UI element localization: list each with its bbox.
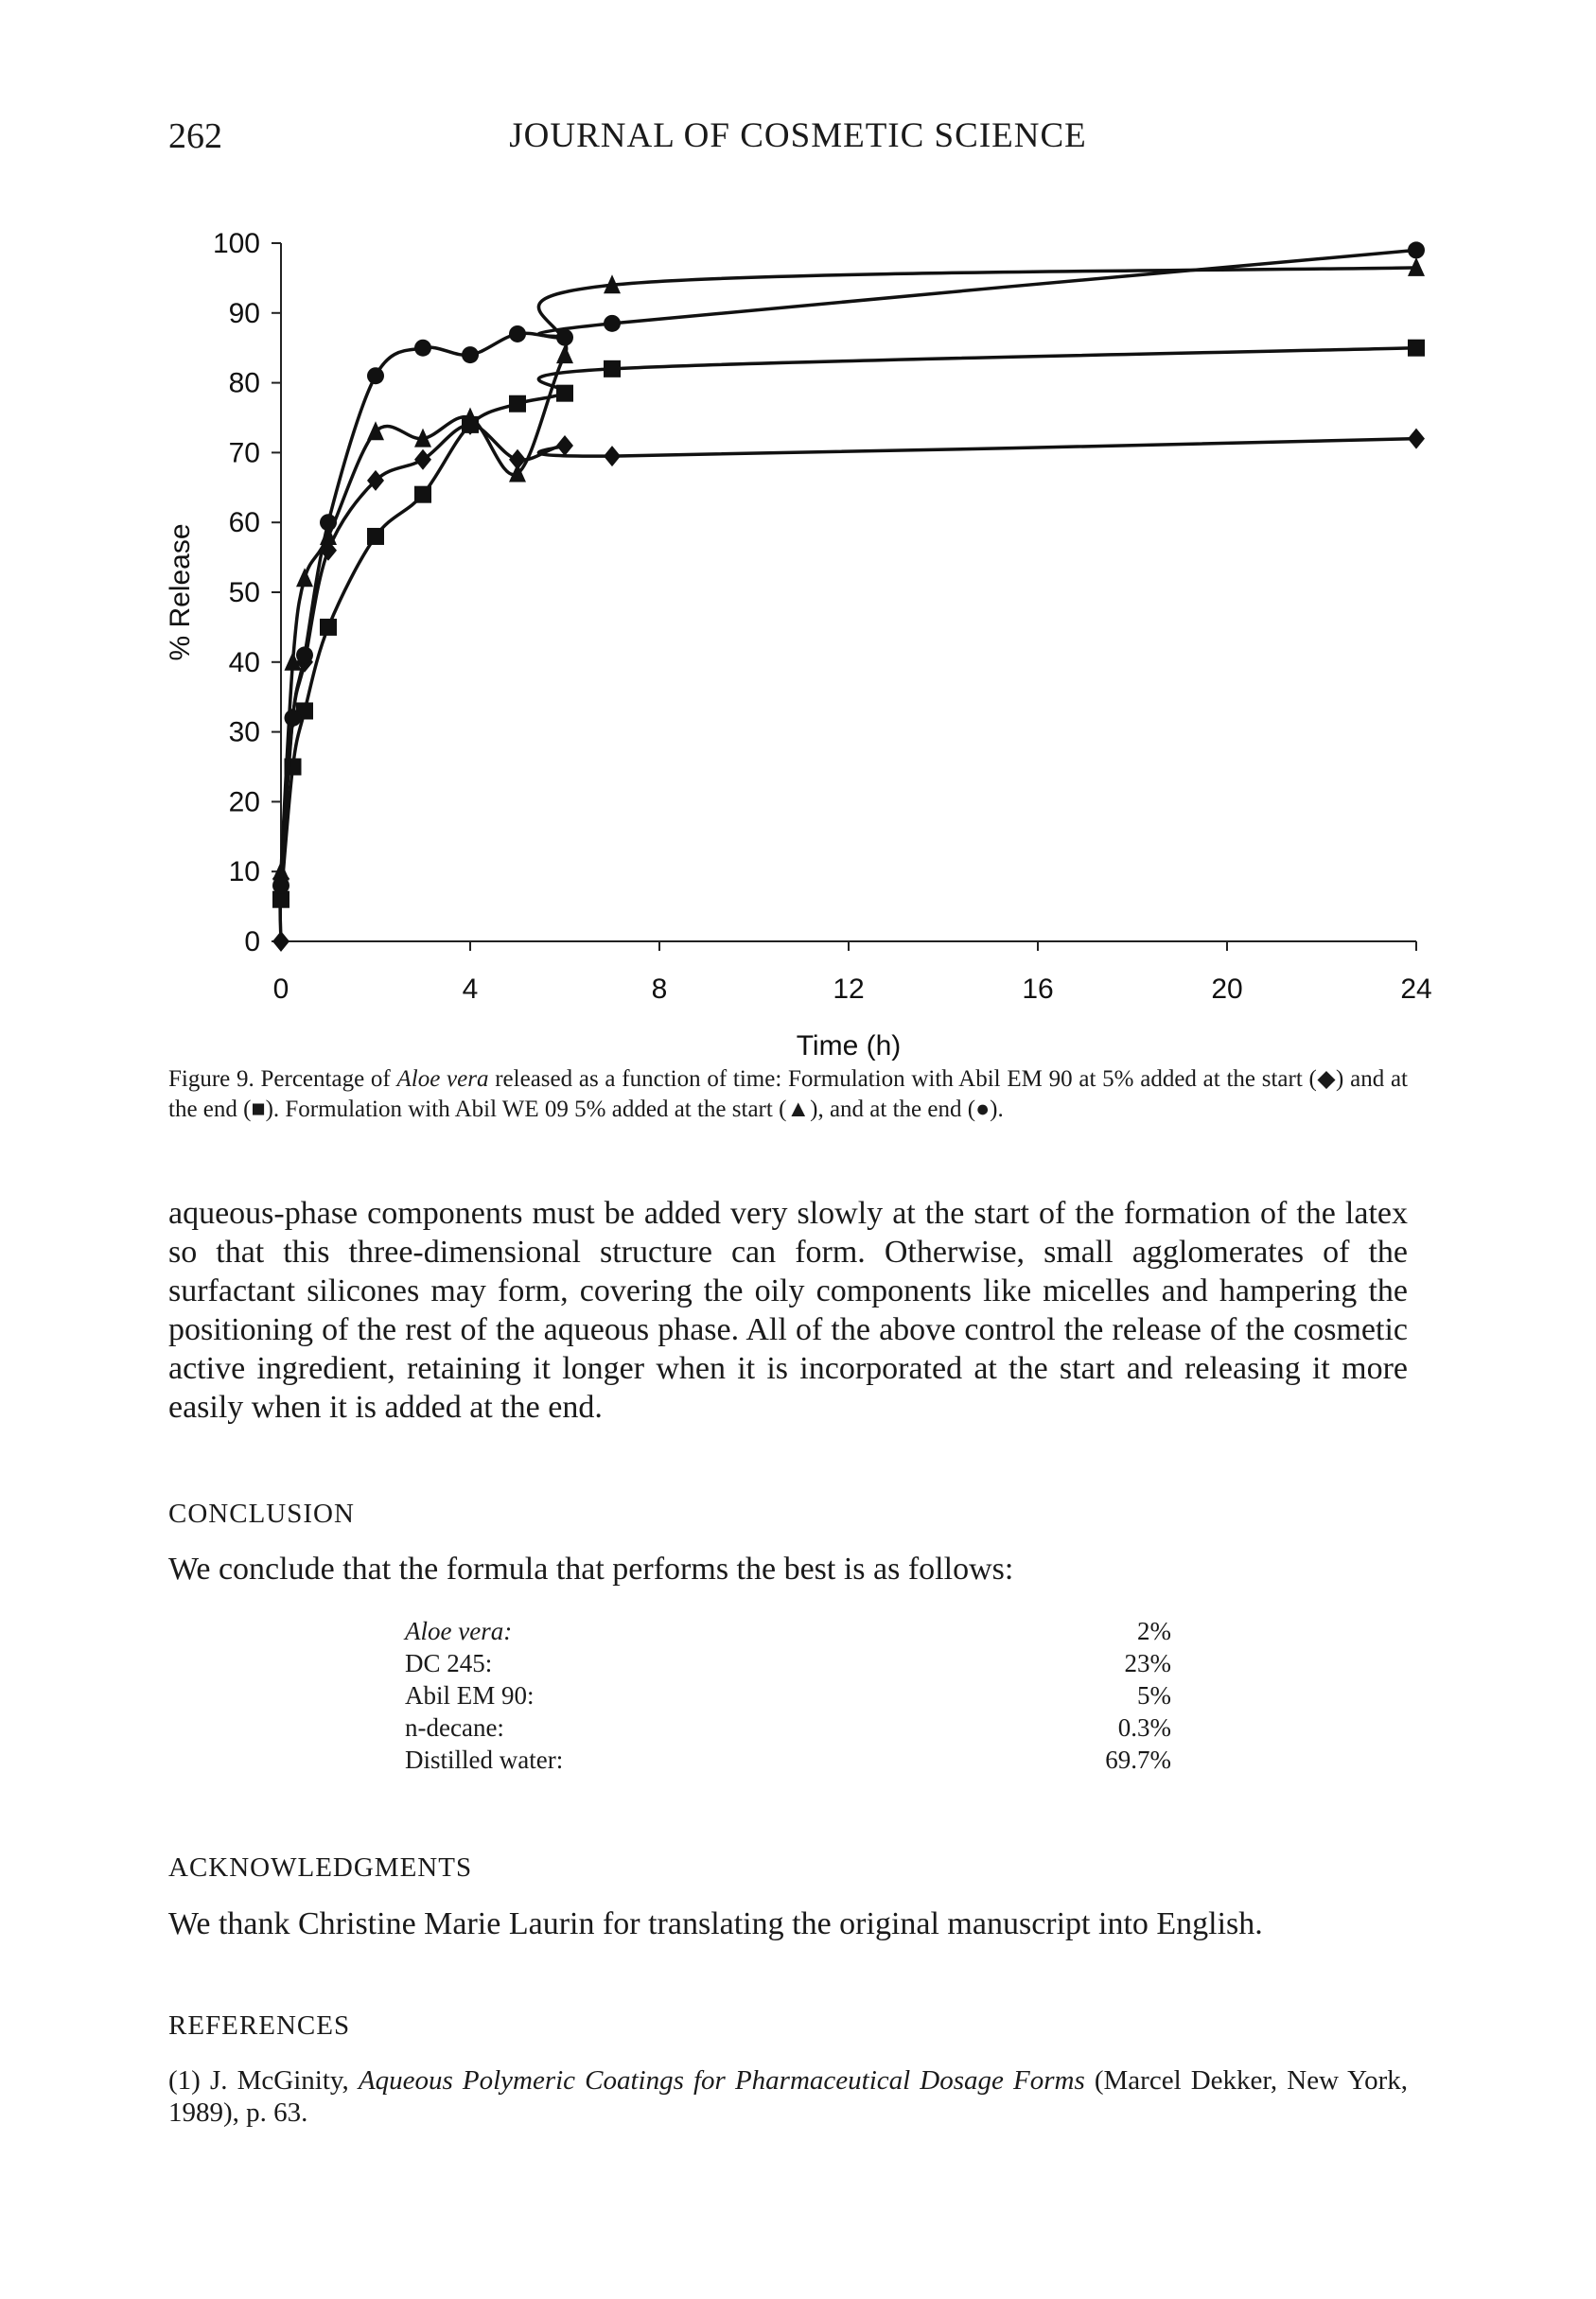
circle-marker xyxy=(320,514,337,531)
reference-details: (Marcel Dekker, New York, 1989), p. 63. xyxy=(168,2065,1409,2128)
reference-item xyxy=(168,2064,1408,2129)
caption-text-1: Percentage of xyxy=(260,1066,391,1092)
square-marker xyxy=(414,486,431,503)
references-heading: REFERENCES xyxy=(168,2010,351,2041)
chart-axes xyxy=(213,228,1432,1005)
series-circle xyxy=(272,241,1425,894)
y-tick-label: 80 xyxy=(228,367,260,399)
formula-amount: 69.7% xyxy=(1105,1746,1171,1774)
formula-row xyxy=(405,1711,1171,1744)
figure-caption xyxy=(168,1064,1408,1125)
formula-amount: 23% xyxy=(1124,1649,1171,1677)
series-line xyxy=(281,268,1416,871)
journal-title: JOURNAL OF COSMETIC SCIENCE xyxy=(509,116,1087,155)
formula-row xyxy=(405,1679,1171,1711)
triangle-marker xyxy=(367,421,384,440)
circle-marker xyxy=(285,710,302,727)
y-tick-label: 20 xyxy=(228,786,260,818)
square-marker xyxy=(1408,340,1425,357)
x-tick-label: 16 xyxy=(1022,974,1054,1005)
reference-author: J. McGinity, xyxy=(209,2065,349,2096)
triangle-marker xyxy=(556,344,573,363)
formula-amount: 0.3% xyxy=(1117,1713,1171,1742)
y-tick-label: 10 xyxy=(228,856,260,888)
page-number: 262 xyxy=(168,116,222,156)
caption-text-2: released as a function of time: Formulation with Abil EM 90 at 5% added at the start (◆) and at the end (■). Formulation with Abil WE 09 5% added at the start (▲), and at the end (●). xyxy=(168,1066,1409,1122)
formula-ingredient: n-decane: xyxy=(405,1713,504,1742)
series-line xyxy=(280,425,1416,941)
series-line xyxy=(281,250,1416,886)
x-tick-label: 20 xyxy=(1211,974,1243,1005)
diamond-marker xyxy=(556,435,573,456)
formula-amount: 5% xyxy=(1137,1681,1171,1710)
square-marker xyxy=(556,385,573,402)
formula-ingredient: Aloe vera: xyxy=(405,1617,513,1645)
formula-row xyxy=(405,1744,1171,1776)
formula-row xyxy=(405,1615,1171,1647)
reference-number: (1) xyxy=(168,2065,201,2096)
x-tick-label: 4 xyxy=(462,974,479,1005)
x-tick-label: 24 xyxy=(1400,974,1432,1005)
x-axis-label: Time (h) xyxy=(796,1030,902,1062)
triangle-marker xyxy=(296,568,313,587)
formula-ingredient: Distilled water: xyxy=(405,1746,564,1774)
y-tick-label: 50 xyxy=(228,577,260,608)
y-tick-label: 70 xyxy=(228,437,260,469)
diamond-marker xyxy=(414,449,431,470)
y-tick-label: 90 xyxy=(228,297,260,329)
square-marker xyxy=(320,619,337,636)
diamond-marker xyxy=(272,931,289,952)
circle-marker xyxy=(367,367,384,384)
circle-marker xyxy=(556,329,573,346)
diamond-marker xyxy=(1408,429,1425,449)
acknowledgments-heading: ACKNOWLEDGMENTS xyxy=(168,1852,473,1883)
formula-table xyxy=(405,1615,1171,1776)
circle-marker xyxy=(1408,241,1425,258)
square-marker xyxy=(509,395,526,412)
y-tick-label: 100 xyxy=(212,228,260,259)
acknowledgments-text: We thank Christine Marie Laurin for translating the original manuscript into English. xyxy=(168,1906,1263,1941)
diamond-marker xyxy=(604,446,621,466)
circle-marker xyxy=(296,646,313,663)
x-tick-label: 8 xyxy=(651,974,668,1005)
y-tick-label: 30 xyxy=(228,716,260,748)
conclusion-text: We conclude that the formula that performs the best is as follows: xyxy=(168,1552,1014,1587)
x-tick-label: 12 xyxy=(833,974,865,1005)
body-paragraph: aqueous-phase components must be added very slowly at the start of the formation of the latex so that this three-dimensional structure can form. Otherwise, small agglomerates of the surfactant silicones may form, covering the oily components like micelles and hampering the positioning of the rest of the aqueous phase. All of the above control the release of the cosmetic active ingredient, retaining it longer when it is incorporated at the start and releasing it more easily when it is added at the end. xyxy=(168,1196,1408,1425)
reference-title: Aqueous Polymeric Coatings for Pharmaceutical Dosage Forms xyxy=(358,2065,1085,2096)
figure-label: Figure 9. xyxy=(168,1066,254,1092)
square-marker xyxy=(604,360,621,377)
formula-ingredient: DC 245: xyxy=(405,1649,493,1677)
x-tick-label: 0 xyxy=(272,974,289,1005)
series-diamond xyxy=(272,414,1425,952)
circle-marker xyxy=(462,346,479,363)
formula-row xyxy=(405,1647,1171,1679)
y-tick-label: 60 xyxy=(228,507,260,539)
series-line xyxy=(281,348,1416,900)
y-axis-label: % Release xyxy=(165,523,196,661)
circle-marker xyxy=(414,340,431,357)
release-chart xyxy=(151,213,1476,1062)
chart-series xyxy=(272,241,1425,952)
formula-amount: 2% xyxy=(1137,1617,1171,1645)
caption-species: Aloe vera xyxy=(396,1066,489,1092)
conclusion-heading: CONCLUSION xyxy=(168,1499,355,1529)
circle-marker xyxy=(272,877,289,894)
square-marker xyxy=(367,528,384,545)
circle-marker xyxy=(604,315,621,332)
y-tick-label: 40 xyxy=(228,646,260,678)
formula-ingredient: Abil EM 90: xyxy=(405,1681,535,1710)
circle-marker xyxy=(509,325,526,342)
y-tick-label: 0 xyxy=(244,926,260,957)
